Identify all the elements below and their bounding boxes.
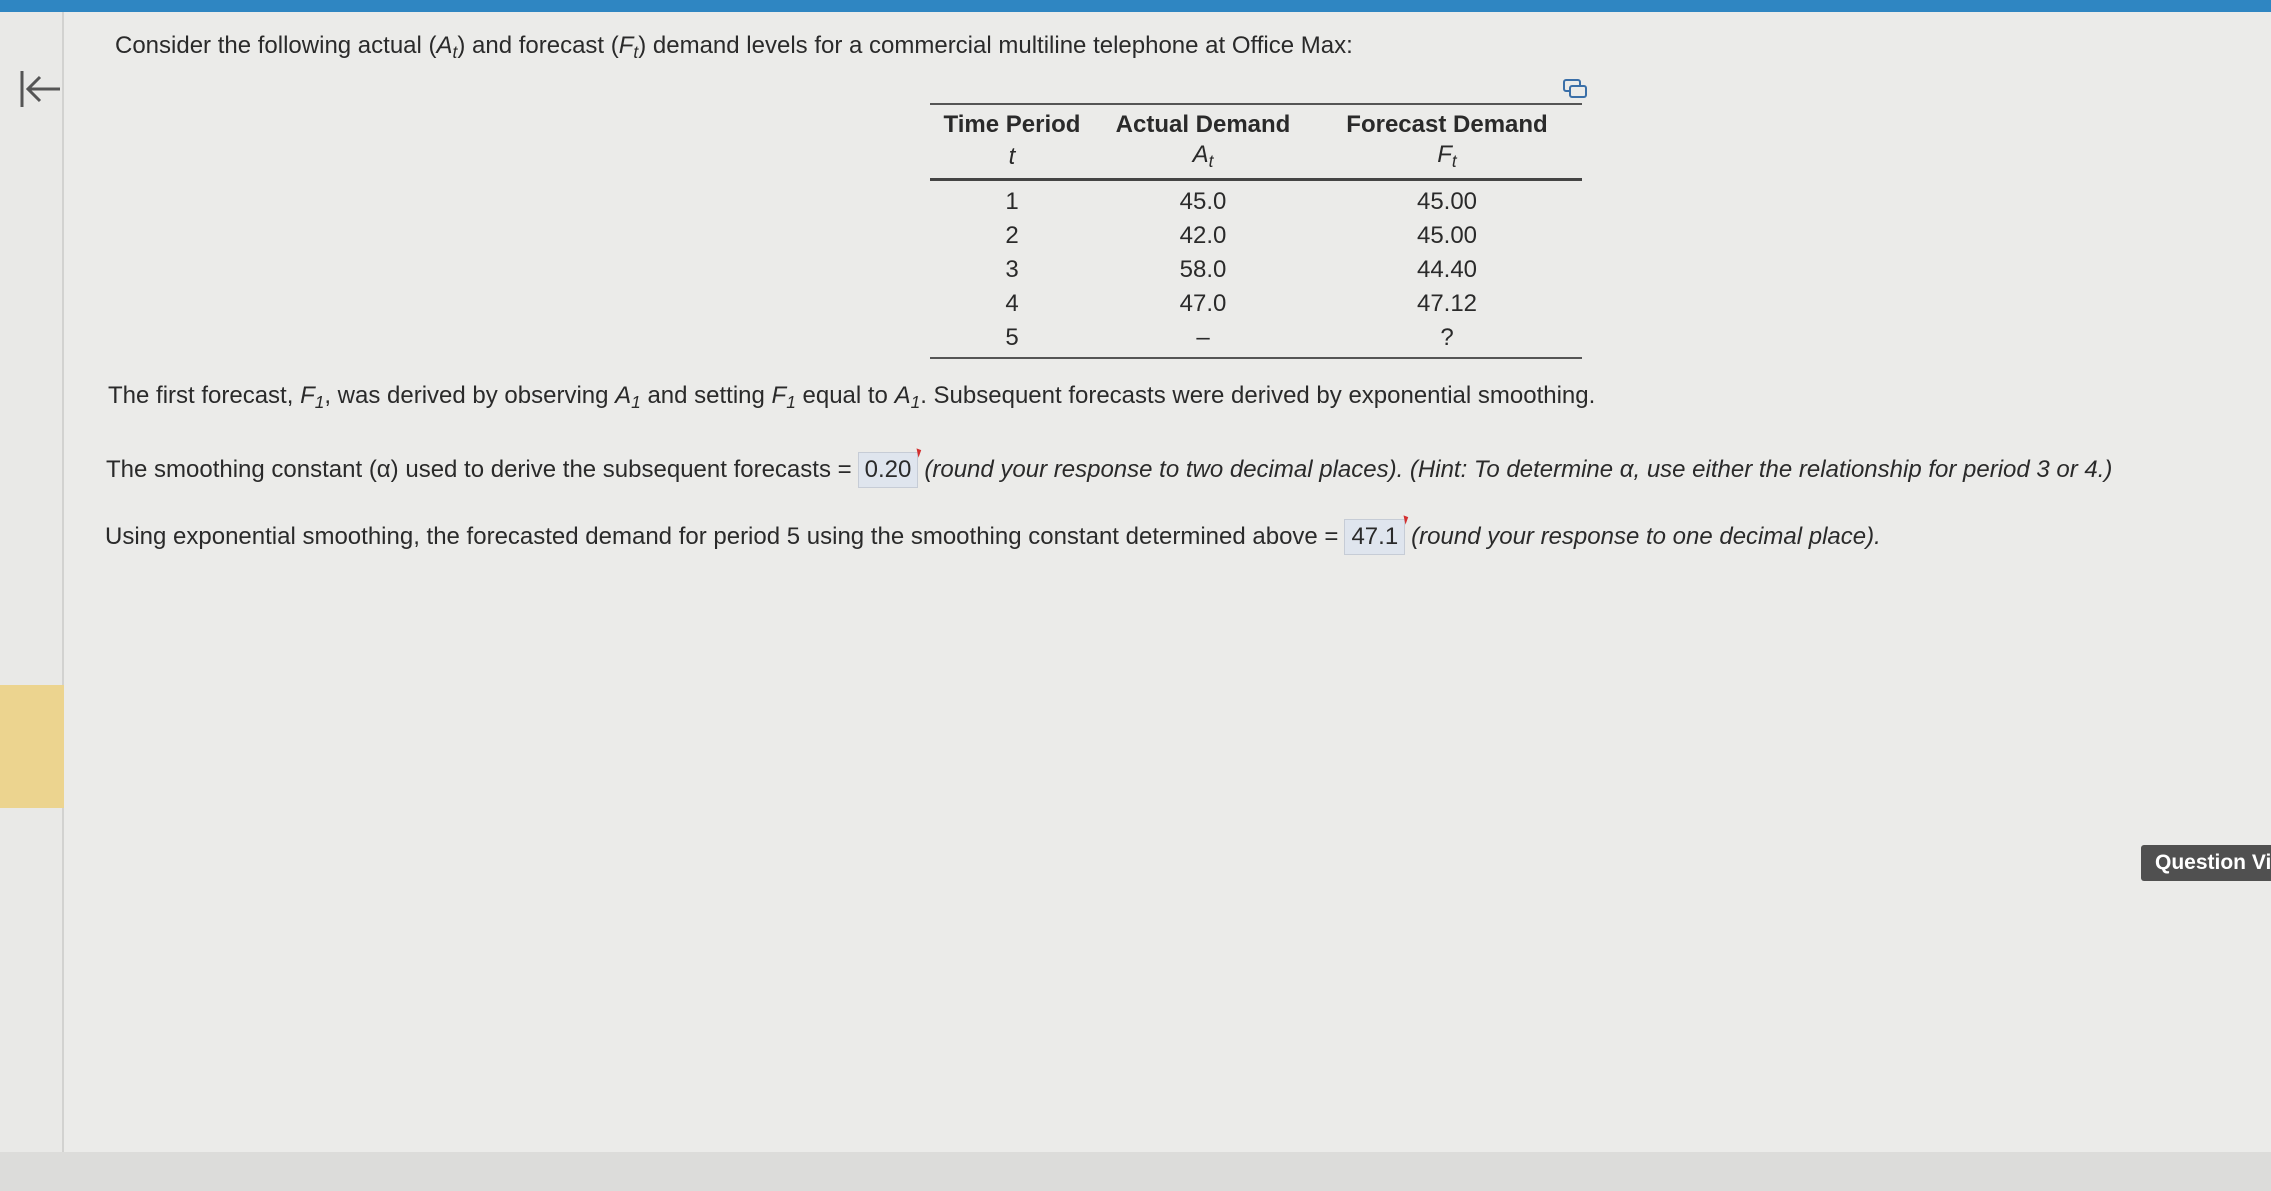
question-intro: Consider the following actual $(A_t)$ and forecast $(F_t)$ demand levels for a commercial multiline telephone at Office Max: (115, 32, 1353, 63)
top-accent-bar (0, 0, 2271, 12)
cell-actual: – (1094, 321, 1312, 358)
cell-forecast: 45.00 (1416, 188, 1478, 216)
cell-forecast: 44.40 (1416, 256, 1478, 284)
cell-forecast: 47.12 (1416, 290, 1478, 318)
header-symbol-a: $A_t$ (1094, 141, 1312, 180)
first-forecast-text: The first forecast, $F_1$, was derived by observing $A_1$ and setting $F_1$ equal to $A_1$. Subsequent forecasts were derived by exponential smoothing. (108, 382, 1596, 413)
table-row (930, 287, 1582, 321)
header-symbol-t: t (930, 141, 1094, 180)
cell-actual: 45.0 (1179, 188, 1227, 216)
period5-forecast-answer-field[interactable]: 47.1 (1344, 519, 1405, 555)
cell-actual: 58.0 (1179, 256, 1227, 284)
cell-period: 2 (1005, 222, 1019, 250)
header-time-period: Time Period (930, 104, 1094, 141)
cell-period: 3 (1005, 256, 1019, 284)
cell-forecast: 45.00 (1416, 222, 1478, 250)
table-row (930, 253, 1582, 287)
smoothing-constant-answer-field[interactable]: 0.20 (858, 452, 919, 488)
table-row (930, 219, 1582, 253)
bottom-band (0, 1152, 2271, 1191)
smoothing-constant-question: The smoothing constant (α) used to derive the subsequent forecasts = 0.20 (round your response to two decimal places). (Hint: To determine α, use either the relationship for period 3 or 4.) (106, 452, 2112, 488)
question-view-button[interactable]: Question Vi (2141, 845, 2271, 881)
cell-forecast: ? (1312, 321, 1582, 358)
copy-table-icon[interactable] (1562, 78, 1588, 100)
header-actual-demand: Actual Demand (1094, 104, 1312, 141)
table-row (930, 180, 1582, 220)
table-row (930, 321, 1582, 358)
left-gutter (0, 12, 64, 1152)
period5-forecast-question: Using exponential smoothing, the forecasted demand for period 5 using the smoothing constant determined above = 47.1 (round your response to one decimal place). (105, 519, 1881, 555)
header-symbol-f: $F_t$ (1312, 141, 1582, 180)
header-forecast-demand: Forecast Demand (1312, 104, 1582, 141)
cell-actual: 47.0 (1179, 290, 1227, 318)
cell-period: 1 (1005, 188, 1019, 216)
demand-table-container (930, 103, 1582, 359)
cell-period: 5 (930, 321, 1094, 358)
cell-period: 4 (1005, 290, 1019, 318)
side-tab-marker[interactable] (0, 685, 68, 808)
collapse-left-arrow-icon[interactable] (18, 67, 62, 111)
cell-actual: 42.0 (1179, 222, 1227, 250)
demand-table (930, 103, 1582, 359)
